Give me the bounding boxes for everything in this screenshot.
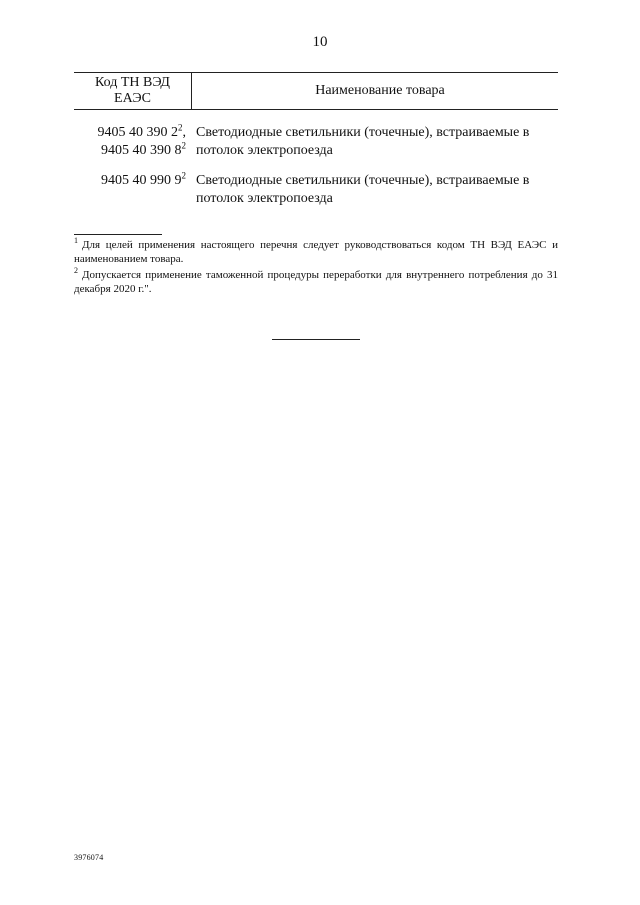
code-value: 9405 40 390 $2^2$, [97,122,186,140]
header-code-line2: ЕАЭС [114,91,151,106]
document-id: 3976074 [74,853,104,862]
footnote-2: $^2$ Допускается применение таможенной процедуры переработки для внутреннего потребления до 31 декабря 2020 г.". [74,266,558,295]
footnote-1: $^1$ Для целей применения настоящего перечня следует руководствоваться кодом ТН ВЭД ЕАЭС и наименованием товара. [74,236,558,265]
table-header [74,72,558,110]
name-cell: Светодиодные светильники (точечные), встраиваемые в потолок электропоезда [196,125,530,158]
name-cell: Светодиодные светильники (точечные), встраиваемые в потолок электропоезда [196,173,530,206]
page-number: 10 [312,34,328,50]
table-row [74,172,558,208]
code-value: 9405 40 990 $9^2$ [101,170,186,188]
code-cell [74,172,192,208]
goods-table [74,72,558,208]
header-name-column: Наименование товара [315,83,445,98]
header-code-line1: Код ТН ВЭД [95,75,170,90]
code-value: 9405 40 390 $8^2$ [101,140,186,158]
header-code-column [74,73,192,109]
end-of-document-rule [272,339,360,340]
footnote-divider [74,234,162,235]
footnotes [74,238,558,298]
code-cell [74,124,192,160]
table-row [74,124,558,160]
